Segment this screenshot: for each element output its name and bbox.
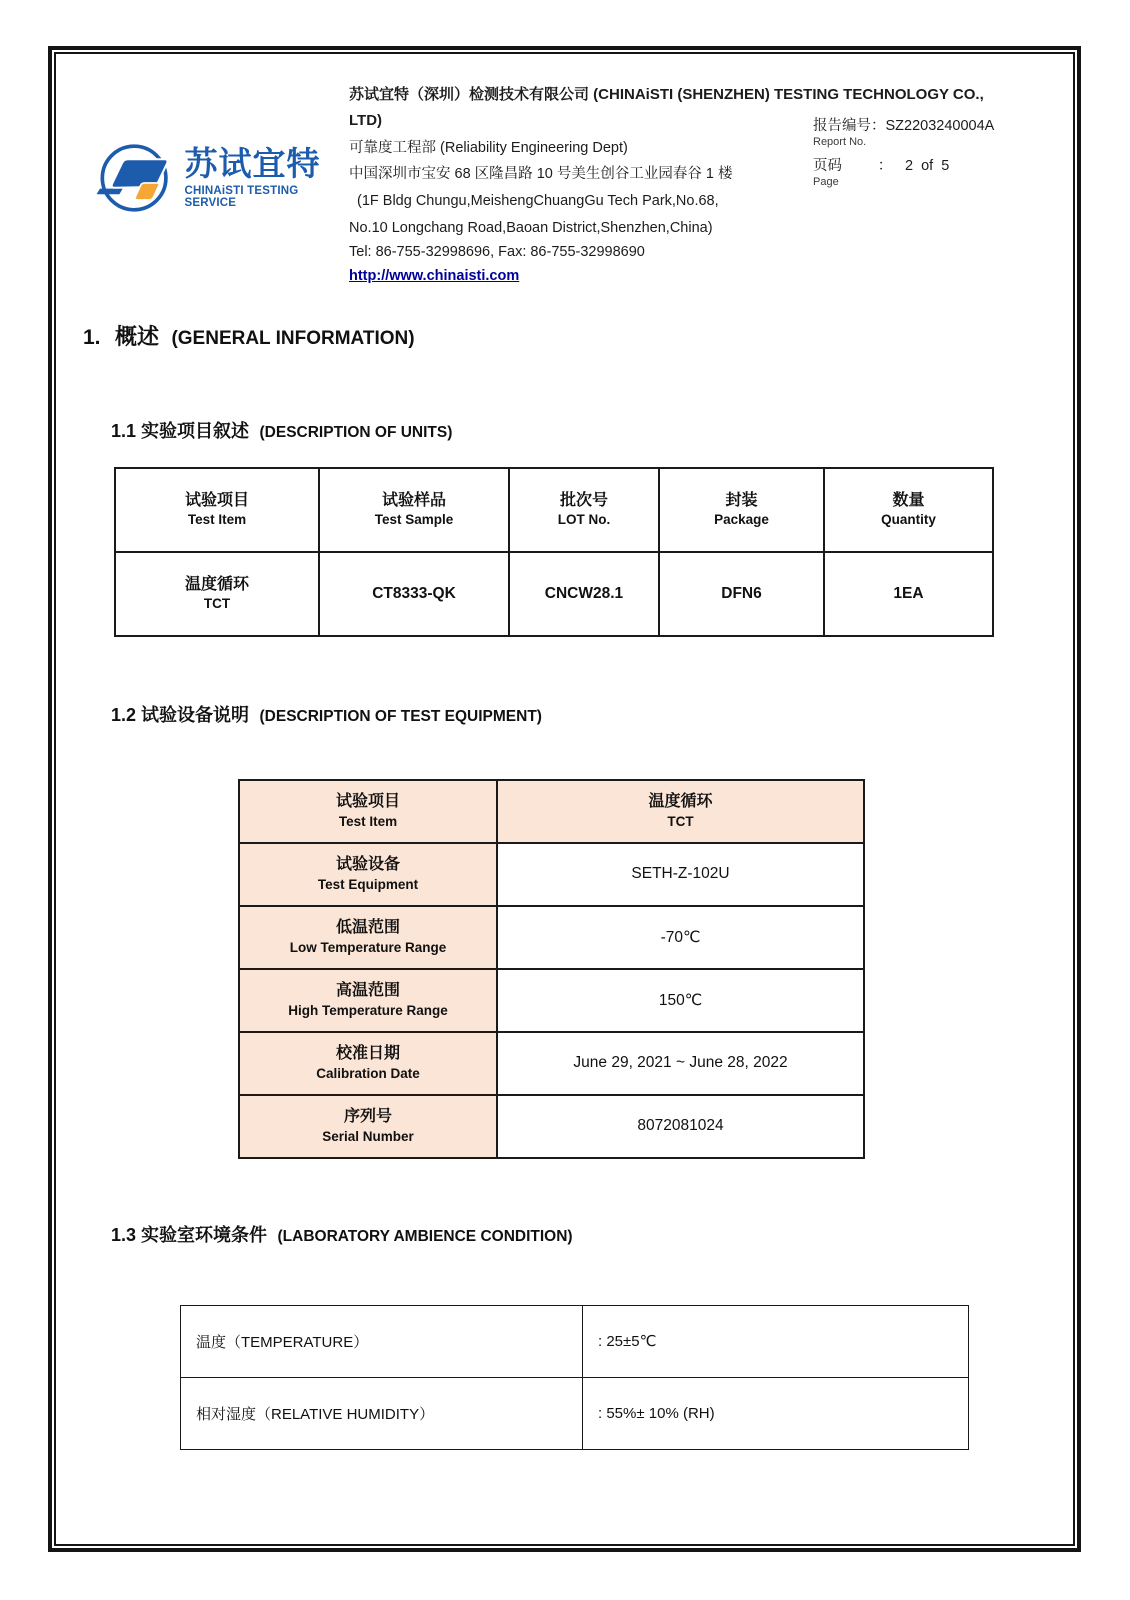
- equipment-row-high-temp: [239, 969, 864, 1032]
- report-meta-block: [813, 114, 1043, 194]
- equipment-value-high-temp: 150℃: [497, 969, 864, 1032]
- ambience-row-humidity: [181, 1377, 969, 1449]
- section-1-3-title-en: (LABORATORY AMBIENCE CONDITION): [277, 1227, 573, 1245]
- equipment-value-test-item: 温度循环 TCT: [497, 780, 864, 843]
- equipment-row-calibration: [239, 1032, 864, 1095]
- units-header-lot-no: 批次号 LOT No.: [509, 468, 659, 552]
- address-en-line1: (1F Bldg Chungu,MeishengChuangGu Tech Park,No.68,: [357, 193, 719, 210]
- report-header: [83, 82, 1043, 290]
- logo-name-cn: 苏试宜特: [184, 145, 321, 183]
- page-label-en: Page: [813, 176, 839, 188]
- page-number-value: 2 of 5: [905, 158, 950, 174]
- units-header-test-sample: 试验样品 Test Sample: [319, 468, 509, 552]
- logo-text: [184, 147, 341, 209]
- equipment-label-high-temp: 高温范围 High Temperature Range: [239, 969, 497, 1032]
- ambience-label-humidity: 相对湿度（RELATIVE HUMIDITY）: [181, 1377, 583, 1449]
- units-cell-test-item: 温度循环 TCT: [115, 552, 319, 636]
- section-1-title-en: (GENERAL INFORMATION): [171, 327, 415, 349]
- equipment-row-test-item: [239, 780, 864, 843]
- equipment-label-calibration: 校准日期 Calibration Date: [239, 1032, 497, 1095]
- section-1-title-cn: 概述: [114, 323, 159, 349]
- equipment-value-serial: 8072081024: [497, 1095, 864, 1158]
- section-1-2-heading: [111, 701, 1043, 727]
- ambience-value-humidity: : 55%± 10% (RH): [583, 1377, 969, 1449]
- report-no-row: [813, 114, 1043, 135]
- units-table-data-row: [115, 552, 993, 636]
- units-header-quantity: 数量 Quantity: [824, 468, 993, 552]
- page-border-inner: [54, 52, 1075, 1546]
- ambience-value-temperature: : 25±5℃: [583, 1305, 969, 1377]
- units-header-test-item: 试验项目 Test Item: [115, 468, 319, 552]
- section-1-1-heading: [111, 417, 1043, 443]
- report-no-value: SZ2203240004A: [885, 118, 995, 134]
- ambience-row-temperature: [181, 1305, 969, 1377]
- department-line: 可靠度工程部 (Reliability Engineering Dept): [349, 139, 628, 156]
- chinaisti-logo-icon: [95, 134, 176, 222]
- section-1-1-title-en: (DESCRIPTION OF UNITS): [259, 423, 453, 441]
- equipment-table: [238, 779, 865, 1159]
- units-table-header-row: [115, 468, 993, 552]
- equipment-label-serial: 序列号 Serial Number: [239, 1095, 497, 1158]
- section-1-2-title-en: (DESCRIPTION OF TEST EQUIPMENT): [259, 707, 542, 725]
- report-no-label-en: Report No.: [813, 136, 867, 148]
- section-1-2-title-cn: 1.2 试验设备说明: [111, 704, 250, 725]
- address-cn: 中国深圳市宝安 68 区隆昌路 10 号美生创谷工业园春谷 1 楼: [349, 166, 733, 183]
- equipment-value-calibration: June 29, 2021 ~ June 28, 2022: [497, 1032, 864, 1095]
- units-cell-test-sample: CT8333-QK: [319, 552, 509, 636]
- units-cell-lot-no: CNCW28.1: [509, 552, 659, 636]
- section-1-1-title-cn: 1.1 实验项目叙述: [111, 420, 250, 441]
- equipment-label-equipment: 试验设备 Test Equipment: [239, 843, 497, 906]
- equipment-label-test-item: 试验项目 Test Item: [239, 780, 497, 843]
- page-border-frame: [48, 46, 1081, 1552]
- company-name: 苏试宜特（深圳）检测技术有限公司 (CHINAiSTI (SHENZHEN) TESTING TECHNOLOGY CO., LTD): [349, 86, 984, 130]
- logo-name-en: CHINAiSTI TESTING SERVICE: [184, 184, 299, 209]
- units-cell-quantity: 1EA: [824, 552, 993, 636]
- company-logo: [95, 134, 341, 222]
- equipment-row-low-temp: [239, 906, 864, 969]
- ambience-label-temperature: 温度（TEMPERATURE）: [181, 1305, 583, 1377]
- section-1-3-heading: [111, 1221, 1043, 1247]
- section-1-3-title-cn: 1.3 实验室环境条件: [111, 1224, 268, 1245]
- ambience-table: [180, 1305, 969, 1450]
- page-colon: ：: [877, 158, 893, 174]
- units-cell-package: DFN6: [659, 552, 824, 636]
- equipment-label-low-temp: 低温范围 Low Temperature Range: [239, 906, 497, 969]
- page-content: [56, 54, 1073, 1544]
- section-1-heading: [83, 320, 1043, 351]
- equipment-value-low-temp: -70℃: [497, 906, 864, 969]
- page-label-cn: 页码: [813, 158, 842, 174]
- address-en-line2: No.10 Longchang Road,Baoan District,Shenzhen,China): [349, 219, 713, 236]
- section-1-number: 1.: [83, 325, 101, 349]
- equipment-row-serial: [239, 1095, 864, 1158]
- equipment-row-equipment: [239, 843, 864, 906]
- equipment-value-equipment: SETH-Z-102U: [497, 843, 864, 906]
- units-table: [114, 467, 994, 637]
- report-no-label-cn: 报告编号：: [813, 118, 886, 134]
- page-number-row: [813, 154, 1043, 175]
- tel-fax-line: Tel: 86-755-32998696, Fax: 86-755-32998690: [349, 243, 645, 260]
- website-link[interactable]: http://www.chinaisti.com: [349, 267, 520, 284]
- units-header-package: 封装 Package: [659, 468, 824, 552]
